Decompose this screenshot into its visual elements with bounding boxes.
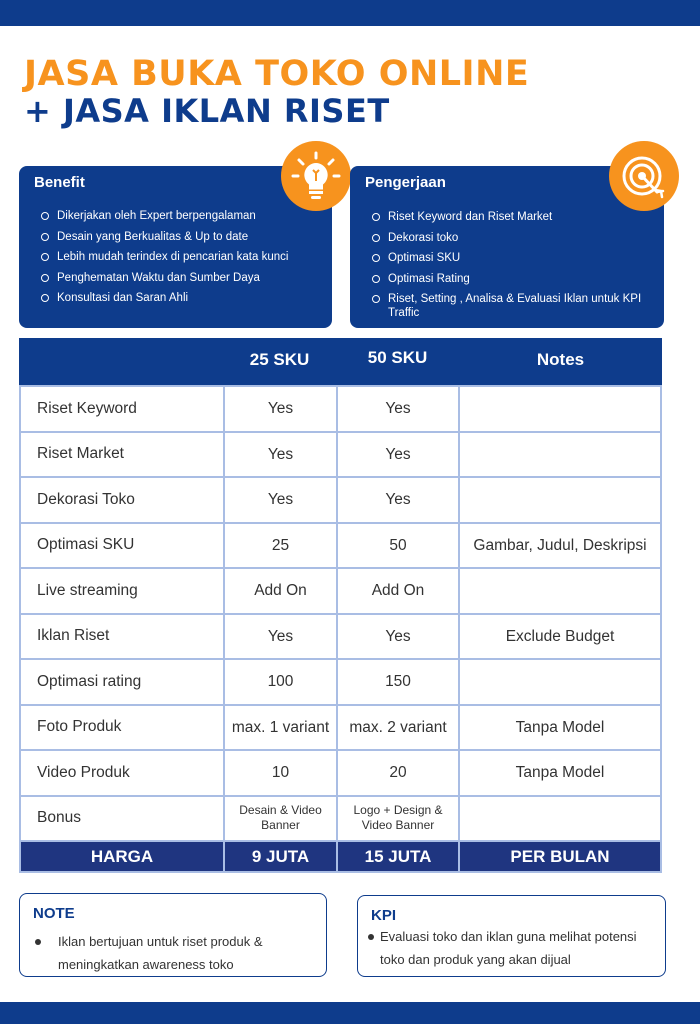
list-item	[372, 231, 652, 245]
list-item	[372, 292, 652, 320]
price-label: HARGA	[19, 840, 225, 873]
table-cell: 50	[336, 522, 460, 570]
table-cell: Desain & Video Banner	[223, 795, 338, 843]
page-title: JASA BUKA TOKO ONLINE	[24, 54, 530, 94]
table-cell: 25	[223, 522, 338, 570]
table-cell: max. 1 variant	[223, 704, 338, 752]
table-cell	[458, 385, 662, 433]
table-cell: 10	[223, 749, 338, 797]
table-cell: Yes	[336, 476, 460, 524]
row-label: Video Produk	[19, 749, 225, 797]
table-cell: 150	[336, 658, 460, 706]
table-cell	[458, 658, 662, 706]
pengerjaan-list	[372, 210, 652, 327]
list-item-text: Dikerjakan oleh Expert berpengalaman	[57, 210, 256, 222]
header-50-sku: 50 SKU	[367, 348, 428, 367]
table-cell: Tanpa Model	[458, 749, 662, 797]
row-label: Iklan Riset	[19, 613, 225, 661]
table-cell: Yes	[336, 385, 460, 433]
list-item	[372, 210, 652, 224]
bullet-icon	[372, 213, 380, 221]
target-icon	[609, 141, 679, 211]
price-cell: 9 JUTA	[223, 840, 338, 873]
list-item	[41, 291, 320, 305]
kpi-text: Evaluasi toko dan iklan guna melihat potensi toko dan produk yang akan dijual	[380, 929, 637, 967]
list-item-text: Konsultasi dan Saran Ahli	[57, 292, 189, 304]
note-heading: NOTE	[33, 905, 75, 922]
list-item-text: Penghematan Waktu dan Sumber Daya	[57, 271, 260, 284]
table-cell: Yes	[223, 476, 338, 524]
bullet-icon	[372, 275, 380, 283]
pengerjaan-heading: Pengerjaan	[365, 174, 446, 191]
list-item	[41, 209, 320, 223]
lightbulb-icon	[281, 141, 351, 211]
list-item-text: Lebih mudah terindex di pencarian kata kunci	[57, 251, 289, 263]
list-item-text: Optimasi Rating	[388, 272, 470, 285]
bullet-icon	[41, 294, 49, 302]
price-cell: 15 JUTA	[336, 840, 460, 873]
header-notes: Notes	[536, 350, 585, 369]
row-label: Riset Keyword	[19, 385, 225, 433]
row-label: Bonus	[19, 795, 225, 843]
list-item-text: Riset, Setting , Analisa & Evaluasi Iklan untuk KPI Traffic	[388, 293, 642, 319]
header-25-sku: 25 SKU	[249, 350, 310, 369]
list-item	[372, 251, 652, 265]
row-label: Riset Market	[19, 431, 225, 479]
table-cell	[458, 795, 662, 843]
table-cell: Yes	[223, 613, 338, 661]
table-cell: Add On	[336, 567, 460, 615]
row-label: Live streaming	[19, 567, 225, 615]
list-item	[41, 271, 320, 285]
table-cell: 100	[223, 658, 338, 706]
top-bar	[0, 0, 700, 26]
bullet-icon	[368, 934, 374, 940]
kpi-box	[357, 895, 666, 977]
bullet-icon	[372, 254, 380, 262]
table-cell: Exclude Budget	[458, 613, 662, 661]
table-cell: Add On	[223, 567, 338, 615]
table-cell: Yes	[223, 431, 338, 479]
bottom-bar	[0, 1002, 700, 1024]
table-cell	[458, 567, 662, 615]
bullet-icon	[372, 295, 380, 303]
note-box	[19, 893, 327, 977]
row-label: Dekorasi Toko	[19, 476, 225, 524]
table-cell	[458, 431, 662, 479]
bullet-icon	[372, 234, 380, 242]
bullet-icon	[41, 253, 49, 261]
page-subtitle: + JASA IKLAN RISET	[24, 92, 390, 130]
list-item-text: Riset Keyword dan Riset Market	[388, 211, 553, 223]
list-item	[41, 230, 320, 244]
table-header	[19, 338, 662, 385]
list-item-text: Desain yang Berkualitas & Up to date	[57, 230, 249, 243]
list-item	[372, 272, 652, 286]
row-label: Optimasi SKU	[19, 522, 225, 570]
list-item-text: Optimasi SKU	[388, 252, 461, 264]
bullet-icon	[41, 212, 49, 220]
table-cell: Gambar, Judul, Deskripsi	[458, 522, 662, 570]
kpi-heading: KPI	[371, 907, 397, 924]
row-label: Foto Produk	[19, 704, 225, 752]
table-cell: Yes	[223, 385, 338, 433]
note-text: Iklan bertujuan untuk riset produk & meningkatkan awareness toko	[58, 934, 263, 972]
list-item-text: Dekorasi toko	[388, 231, 459, 244]
table-cell: Yes	[336, 613, 460, 661]
table-cell: 20	[336, 749, 460, 797]
price-cell: PER BULAN	[458, 840, 662, 873]
bullet-icon	[41, 274, 49, 282]
table-cell: Yes	[336, 431, 460, 479]
table-cell	[458, 476, 662, 524]
table-cell: max. 2 variant	[336, 704, 460, 752]
list-item	[41, 250, 320, 264]
bullet-icon	[41, 233, 49, 241]
table-cell: Logo + Design & Video Banner	[336, 795, 460, 843]
benefit-heading: Benefit	[34, 174, 85, 191]
table-cell: Tanpa Model	[458, 704, 662, 752]
bullet-icon	[35, 939, 41, 945]
row-label: Optimasi rating	[19, 658, 225, 706]
benefit-list	[41, 209, 320, 312]
